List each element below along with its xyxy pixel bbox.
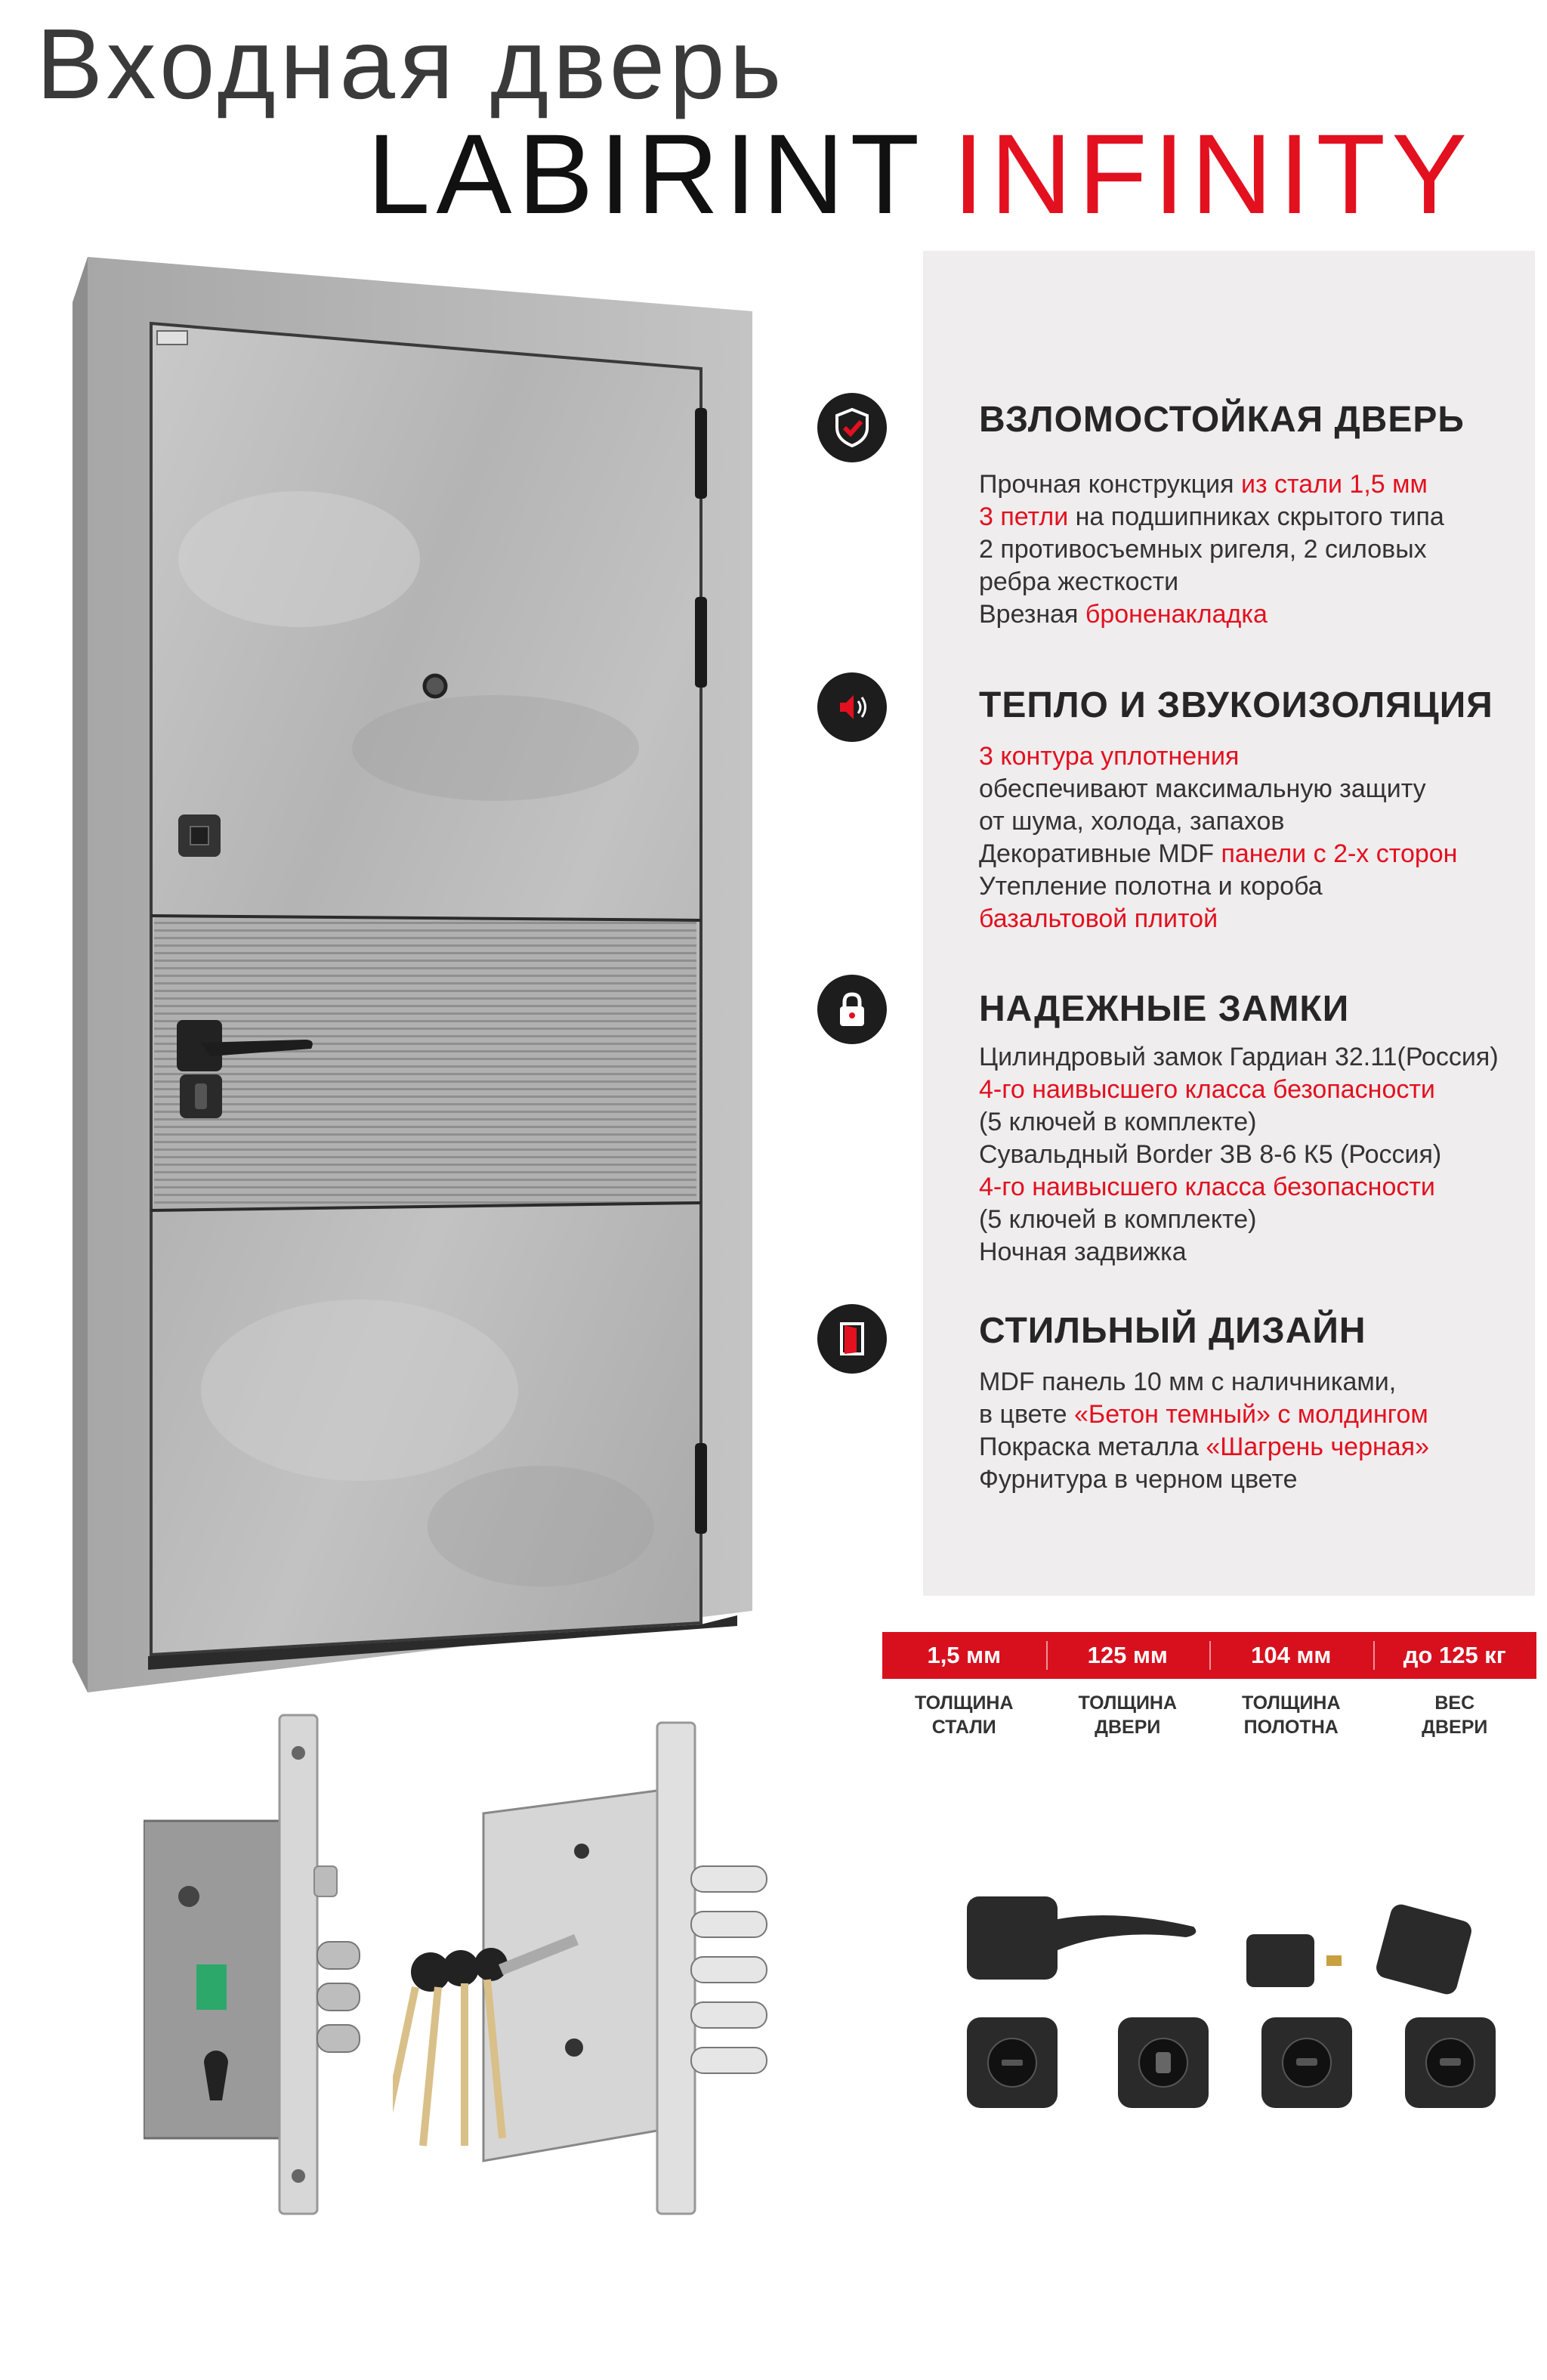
feature-line — [979, 501, 1444, 533]
feature-text: MDF панель 10 мм с наличниками, — [979, 1368, 1397, 1396]
feature-text: в цвете — [979, 1400, 1074, 1429]
feature-lines-insulation — [979, 740, 1457, 935]
brand-name: LABIRINT — [367, 110, 926, 237]
feature-line — [979, 838, 1457, 870]
feature-text: (5 ключей в комплекте) — [979, 1205, 1257, 1234]
feature-line — [979, 1204, 1499, 1236]
cylinder-lock-image — [144, 1708, 400, 2221]
spec-labels — [882, 1691, 1536, 1739]
door-hardware-image — [944, 1874, 1518, 2116]
feature-text: ребра жесткости — [979, 567, 1179, 596]
feature-title-security: ВЗЛОМОСТОЙКАЯ ДВЕРЬ — [979, 400, 1465, 440]
feature-line — [979, 870, 1457, 903]
feature-highlight: базальтовой плитой — [979, 904, 1218, 933]
feature-lines-locks — [979, 1041, 1499, 1269]
feature-text: Врезная — [979, 600, 1085, 629]
feature-title-insulation: ТЕПЛО И ЗВУКОИЗОЛЯЦИЯ — [979, 685, 1493, 725]
feature-highlight: «Шагрень черная» — [1206, 1433, 1429, 1461]
feature-line — [979, 598, 1444, 631]
feature-highlight: 3 контура уплотнения — [979, 742, 1240, 771]
feature-text: Покраска металла — [979, 1433, 1206, 1461]
door-image — [73, 257, 752, 1692]
feature-text: Цилиндровый замок Гардиан 32.11(Россия) — [979, 1043, 1499, 1071]
feature-title-design: СТИЛЬНЫЙ ДИЗАЙН — [979, 1311, 1366, 1351]
feature-text: Прочная конструкция — [979, 470, 1242, 499]
spec-label-door: ТОЛЩИНА ДВЕРИ — [1078, 1692, 1178, 1738]
spec-value-leaf: 104 мм — [1209, 1632, 1373, 1679]
feature-text: (5 ключей в комплекте) — [979, 1108, 1257, 1136]
model-name: INFINITY — [953, 110, 1474, 237]
feature-text: Утепление полотна и короба — [979, 872, 1323, 901]
feature-line — [979, 773, 1457, 805]
feature-line — [979, 1399, 1429, 1431]
feature-highlight: 4-го наивысшего класса безопасности — [979, 1173, 1435, 1201]
feature-line — [979, 1171, 1499, 1204]
feature-line — [979, 805, 1457, 838]
feature-line — [979, 1041, 1499, 1074]
spec-label-steel: ТОЛЩИНА СТАЛИ — [914, 1692, 1014, 1738]
feature-line — [979, 566, 1444, 598]
feature-text: Фурнитура в черном цвете — [979, 1465, 1298, 1494]
feature-line — [979, 1431, 1429, 1464]
feature-line — [979, 903, 1457, 935]
door-icon — [817, 1304, 887, 1374]
feature-text: 2 противосъемных ригеля, 2 силовых — [979, 535, 1427, 564]
feature-line — [979, 740, 1457, 773]
feature-text: от шума, холода, запахов — [979, 807, 1285, 836]
product-title — [367, 110, 1474, 237]
spec-value-door: 125 мм — [1046, 1632, 1210, 1679]
feature-line — [979, 1074, 1499, 1106]
feature-text: Декоративные MDF — [979, 839, 1221, 868]
feature-title-locks: НАДЕЖНЫЕ ЗАМКИ — [979, 989, 1350, 1029]
feature-line — [979, 1106, 1499, 1139]
sound-icon — [817, 672, 887, 742]
feature-text: обеспечивают максимальную защиту — [979, 774, 1426, 803]
feature-highlight: из стали 1,5 мм — [1241, 470, 1428, 499]
feature-line — [979, 533, 1444, 566]
lock-icon — [817, 975, 887, 1044]
feature-line — [979, 1464, 1429, 1496]
feature-highlight: 4-го наивысшего класса безопасности — [979, 1075, 1435, 1104]
feature-line — [979, 468, 1444, 501]
spec-value-steel: 1,5 мм — [927, 1642, 1002, 1668]
feature-lines-design — [979, 1366, 1429, 1496]
feature-lines-security — [979, 468, 1444, 631]
shield-check-icon — [817, 393, 887, 462]
lever-lock-image — [393, 1708, 816, 2221]
feature-highlight: «Бетон темный» с молдингом — [1074, 1400, 1428, 1429]
feature-text: на подшипниках скрытого типа — [1068, 502, 1444, 531]
spec-bar — [882, 1632, 1536, 1679]
feature-highlight: броненакладка — [1085, 600, 1268, 629]
title-line-1: Входная дверь — [36, 8, 786, 119]
feature-line — [979, 1236, 1499, 1269]
feature-text: Сувальдный Border ЗВ 8-6 К5 (Россия) — [979, 1140, 1442, 1169]
feature-highlight: 3 петли — [979, 502, 1069, 531]
spec-label-weight: ВЕС ДВЕРИ — [1422, 1692, 1488, 1738]
feature-text: Ночная задвижка — [979, 1238, 1187, 1266]
feature-line — [979, 1366, 1429, 1399]
spec-value-weight: до 125 кг — [1373, 1632, 1537, 1679]
feature-line — [979, 1139, 1499, 1171]
feature-highlight: панели с 2-х сторон — [1221, 839, 1458, 868]
spec-label-leaf: ТОЛЩИНА ПОЛОТНА — [1241, 1692, 1341, 1738]
